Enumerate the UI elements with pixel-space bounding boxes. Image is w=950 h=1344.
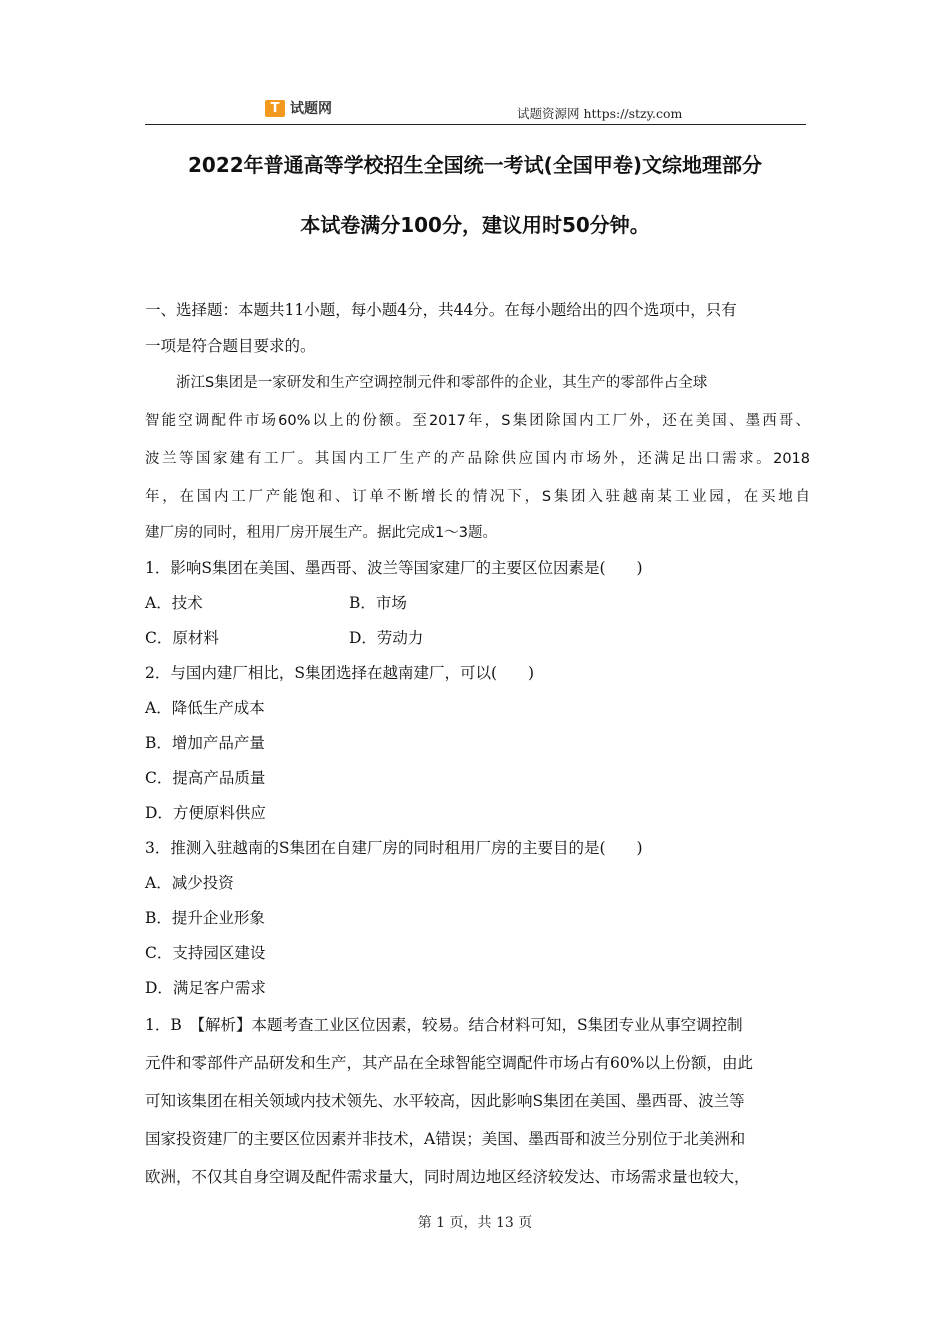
option-b: B．增加产品产量 — [145, 734, 265, 752]
option-d: D．方便原料供应 — [145, 804, 266, 822]
option-c: C．提高产品质量 — [145, 769, 266, 787]
page-footer: 第 1 页，共 13 页 — [417, 1215, 533, 1231]
page-header — [145, 96, 806, 125]
question-stem: 1．影响S集团在美国、墨西哥、波兰等国家建厂的主要区位因素是( ) — [145, 559, 643, 577]
passage-line: 智能空调配件市场60%以上的份额。至2017年，S集团除国内工厂外，还在美国、墨西哥、 — [145, 413, 810, 429]
logo-text: 试题网 — [290, 101, 332, 117]
question-stem: 3．推测入驻越南的S集团在自建厂房的同时租用厂房的主要目的是( ) — [145, 839, 643, 857]
option-c: C．支持园区建设 — [145, 944, 266, 962]
answer-line: 元件和零部件产品研发和生产，其产品在全球智能空调配件市场占有60%以上份额，由此 — [145, 1054, 753, 1072]
section-instruction-line: 一、选择题：本题共11小题，每小题4分，共44分。在每小题给出的四个选项中，只有 — [145, 301, 737, 319]
question-stem: 2．与国内建厂相比，S集团选择在越南建厂，可以( ) — [145, 664, 535, 682]
section-instruction-line: 一项是符合题目要求的。 — [145, 337, 316, 355]
option-b: B．提升企业形象 — [145, 909, 265, 927]
passage-line: 波兰等国家建有工厂。其国内工厂生产的产品除供应国内市场外，还满足出口需求。2018 — [145, 451, 810, 467]
page-subtitle: 本试卷满分100分，建议用时50分钟。 — [300, 213, 650, 237]
option-b: B．市场 — [349, 594, 407, 612]
option-a: A．降低生产成本 — [145, 699, 265, 717]
passage-line: 年，在国内工厂产能饱和、订单不断增长的情况下，S集团入驻越南某工业园，在买地自 — [145, 489, 810, 505]
option-row — [145, 586, 810, 621]
option-row — [145, 621, 810, 656]
option-d: D．满足客户需求 — [145, 979, 266, 997]
site-logo[interactable] — [265, 98, 332, 118]
passage-line: 建厂房的同时，租用厂房开展生产。据此完成1～3题。 — [145, 525, 497, 541]
answer-line: 1．B 【解析】本题考查工业区位因素，较易。结合材料可知，S集团专业从事空调控制 — [145, 1016, 743, 1034]
logo-t-icon: T — [265, 100, 285, 117]
passage-line: 浙江S集团是一家研发和生产空调控制元件和零部件的企业，其生产的零部件占全球 — [176, 375, 708, 391]
answer-line: 可知该集团在相关领域内技术领先、水平较高，因此影响S集团在美国、墨西哥、波兰等 — [145, 1092, 745, 1110]
answer-line: 国家投资建厂的主要区位因素并非技术，A错误；美国、墨西哥和波兰分别位于北美洲和 — [145, 1130, 746, 1148]
site-label: 试题资源网 https://stzy.com — [517, 106, 683, 121]
document-body — [145, 291, 810, 1196]
option-c: C．原材料 — [145, 629, 219, 647]
page-title: 2022年普通高等学校招生全国统一考试(全国甲卷)文综地理部分 — [188, 153, 762, 177]
option-a: A．减少投资 — [145, 874, 234, 892]
option-d: D．劳动力 — [349, 629, 424, 647]
option-a: A．技术 — [145, 594, 203, 612]
answer-line: 欧洲，不仅其自身空调及配件需求量大，同时周边地区经济较发达、市场需求量也较大， — [145, 1168, 750, 1186]
